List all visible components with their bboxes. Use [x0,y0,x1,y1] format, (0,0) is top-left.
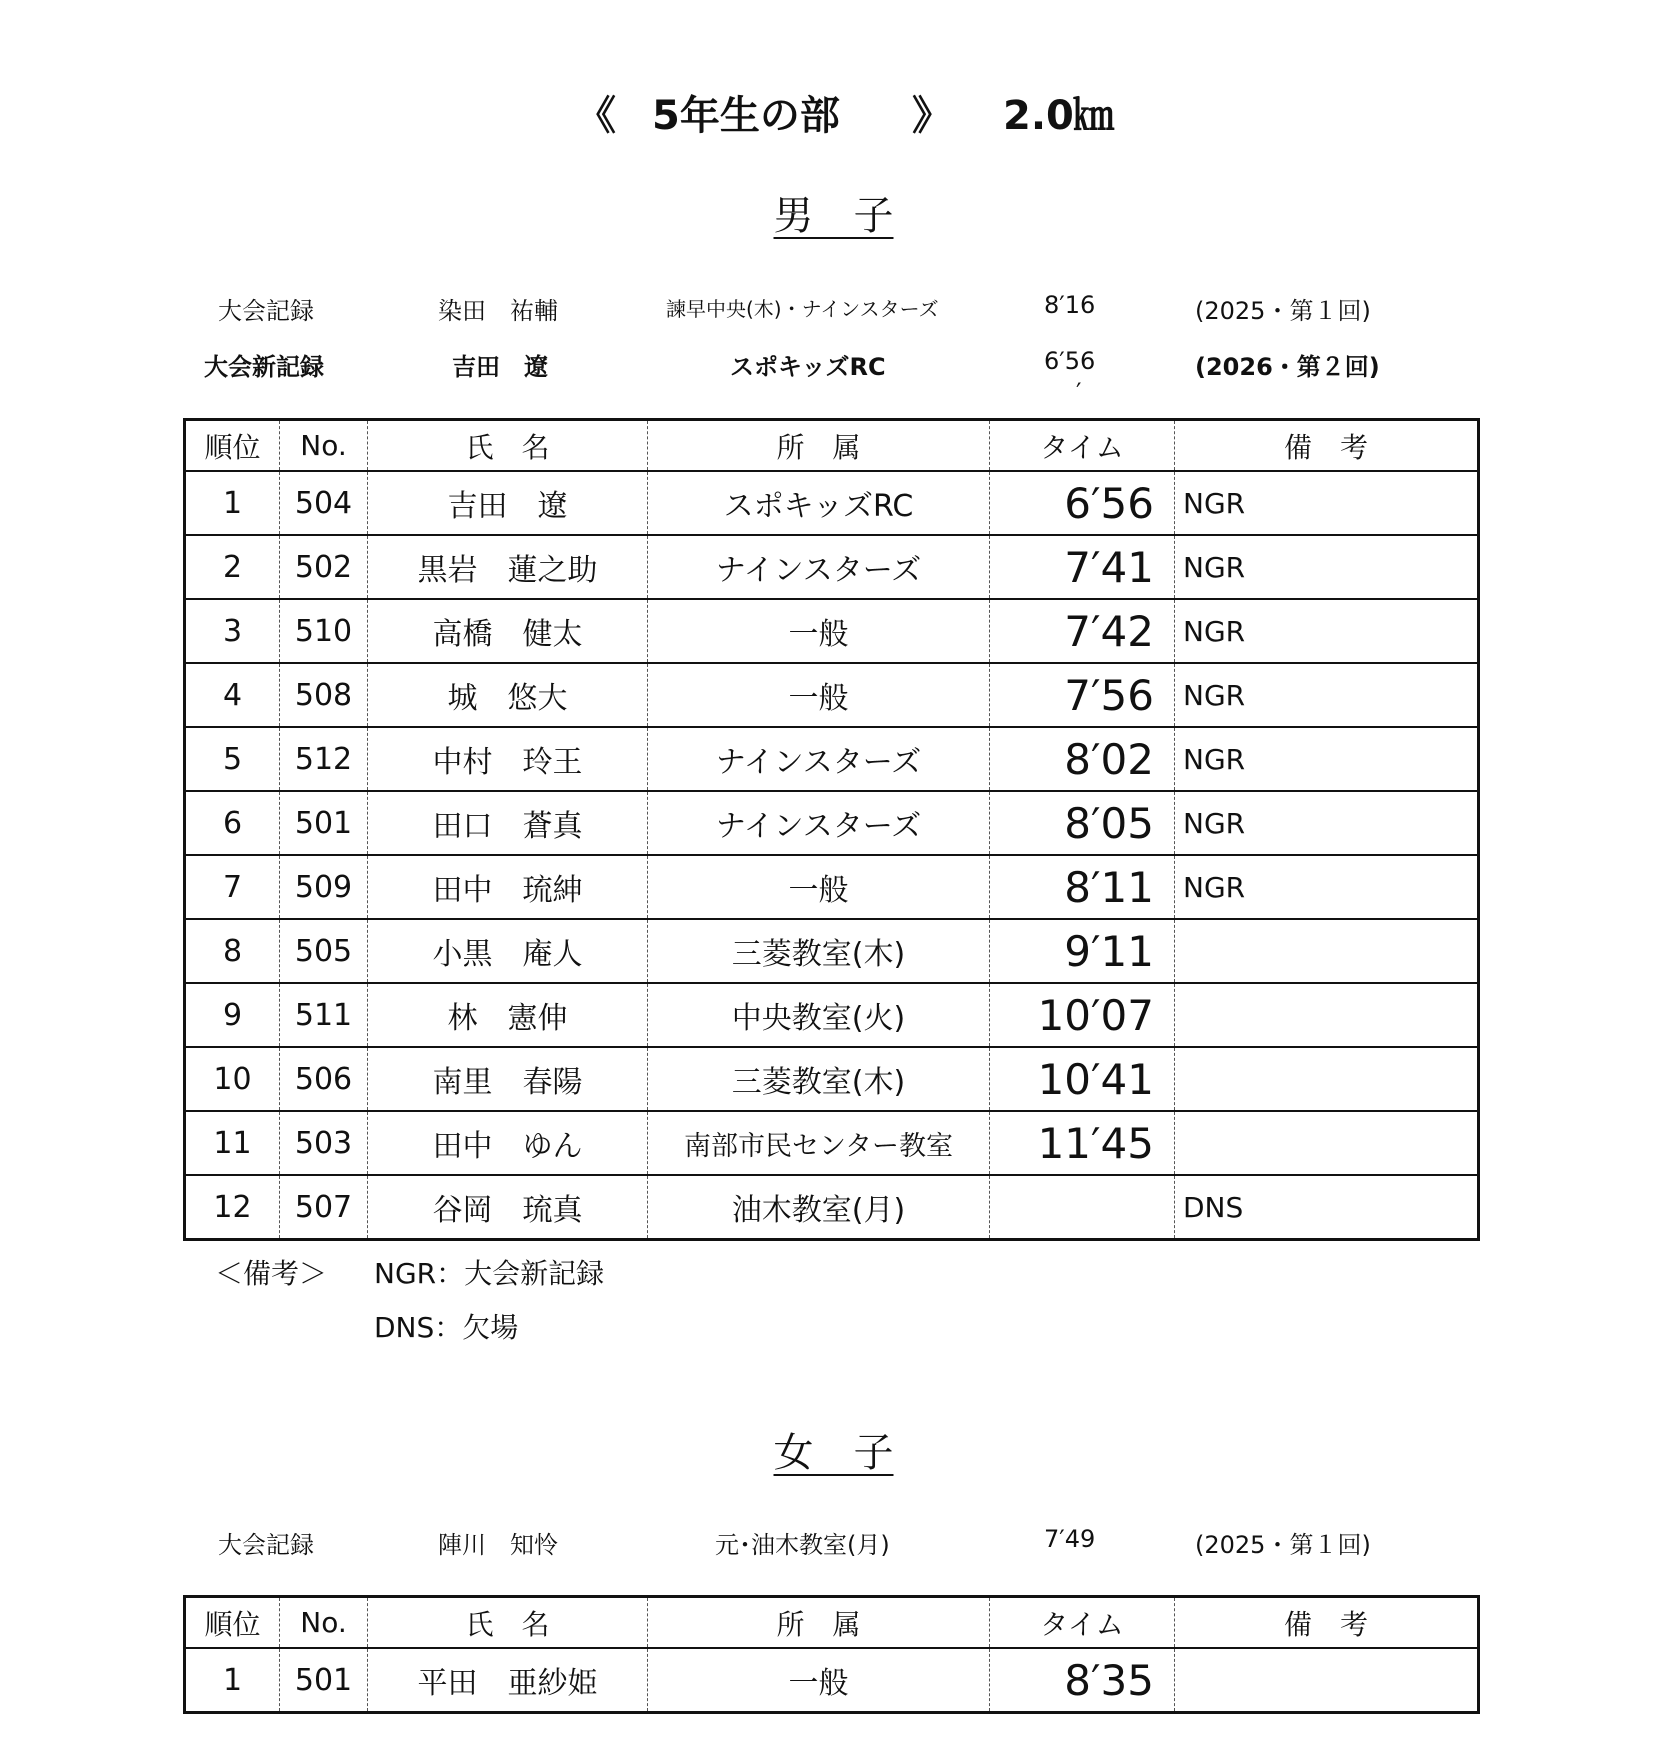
note-cell [1175,919,1479,983]
note-cell: NGR [1175,535,1479,599]
team-cell: 一般 [648,855,990,919]
time-cell: 7′56 [990,663,1175,727]
bib-number-cell: 503 [280,1111,368,1175]
col-rank: 順位 [185,1597,280,1649]
rank-cell: 7 [185,855,280,919]
table-header-row [185,420,1479,472]
title-open-bracket: 《 [576,93,616,139]
team-cell: 中央教室(火) [648,983,990,1047]
time-cell: 8′05 [990,791,1175,855]
table-row [185,471,1479,535]
bib-number-cell: 508 [280,663,368,727]
athlete-name-cell: 吉田 遼 [368,471,648,535]
athlete-name-cell: 黒岩 蓮之助 [368,535,648,599]
girls-record-time: 7′49 [1044,1525,1096,1553]
rank-cell: 12 [185,1175,280,1240]
note-cell: NGR [1175,855,1479,919]
time-cell: 10′41 [990,1047,1175,1111]
col-team: 所 属 [648,420,990,472]
team-cell: 一般 [648,663,990,727]
table-row [185,663,1479,727]
distance: 2.0㎞ [1003,93,1114,139]
time-cell: 8′02 [990,727,1175,791]
note-cell [1175,1111,1479,1175]
division-title: 5年生の部 [652,93,840,139]
col-no: No. [280,420,368,472]
new-record-label: 大会新記録 [204,353,324,381]
col-time: タイム [990,1597,1175,1649]
athlete-name-cell: 谷岡 琉真 [368,1175,648,1240]
athlete-name-cell: 林 憲伸 [368,983,648,1047]
bib-number-cell: 506 [280,1047,368,1111]
note-cell: NGR [1175,663,1479,727]
record-time: 8′16 [1044,291,1096,319]
note-cell: NGR [1175,471,1479,535]
rank-cell: 4 [185,663,280,727]
col-name: 氏 名 [368,1597,648,1649]
col-no: No. [280,1597,368,1649]
new-record-name: 吉田 遼 [452,353,548,381]
col-rank: 順位 [185,420,280,472]
time-cell: 7′42 [990,599,1175,663]
legend-dns: DNS：欠場 [374,1311,519,1344]
stray-prime-mark: ′ [1076,378,1082,406]
col-team: 所 属 [648,1597,990,1649]
team-cell: ナインスターズ [648,535,990,599]
table-row [185,599,1479,663]
table-row [185,983,1479,1047]
team-cell: スポキッズRC [648,471,990,535]
table-row [185,727,1479,791]
time-cell [990,1175,1175,1240]
boys-results-table [183,418,1480,1241]
bib-number-cell: 505 [280,919,368,983]
bib-number-cell: 512 [280,727,368,791]
athlete-name-cell: 田口 蒼真 [368,791,648,855]
athlete-name-cell: 南里 春陽 [368,1047,648,1111]
athlete-name-cell: 城 悠大 [368,663,648,727]
note-cell: NGR [1175,727,1479,791]
table-row [185,791,1479,855]
new-record-team: スポキッズRC [730,353,886,381]
col-note: 備 考 [1175,1597,1479,1649]
bib-number-cell: 501 [280,1648,368,1713]
bib-number-cell: 502 [280,535,368,599]
record-name: 染田 祐輔 [438,297,558,325]
time-cell: 8′35 [990,1648,1175,1713]
note-cell: NGR [1175,791,1479,855]
rank-cell: 8 [185,919,280,983]
athlete-name-cell: 田中 琉紳 [368,855,648,919]
note-cell [1175,1648,1479,1713]
new-record-edition: (2026・第２回) [1195,353,1380,381]
bib-number-cell: 510 [280,599,368,663]
girls-record-edition: (2025・第１回) [1195,1531,1371,1559]
team-cell: ナインスターズ [648,791,990,855]
legend-ngr: NGR：大会新記録 [374,1257,605,1290]
col-note: 備 考 [1175,420,1479,472]
rank-cell: 1 [185,471,280,535]
girls-record-label: 大会記録 [218,1531,314,1559]
bib-number-cell: 509 [280,855,368,919]
athlete-name-cell: 中村 玲王 [368,727,648,791]
team-cell: ナインスターズ [648,727,990,791]
record-edition: (2025・第１回) [1195,297,1371,325]
rank-cell: 9 [185,983,280,1047]
col-name: 氏 名 [368,420,648,472]
bib-number-cell: 501 [280,791,368,855]
athlete-name-cell: 平田 亜紗姫 [368,1648,648,1713]
boys-heading: 男 子 [773,193,894,239]
note-cell: NGR [1175,599,1479,663]
girls-results-table [183,1595,1480,1714]
time-cell: 9′11 [990,919,1175,983]
athlete-name-cell: 高橋 健太 [368,599,648,663]
time-cell: 6′56 [990,471,1175,535]
rank-cell: 10 [185,1047,280,1111]
time-cell: 11′45 [990,1111,1175,1175]
team-cell: 南部市民センター教室 [648,1111,990,1175]
title-close-bracket: 》 [912,93,952,139]
col-time: タイム [990,420,1175,472]
table-header-row [185,1597,1479,1649]
athlete-name-cell: 田中 ゆん [368,1111,648,1175]
bib-number-cell: 511 [280,983,368,1047]
rank-cell: 5 [185,727,280,791]
note-cell [1175,983,1479,1047]
team-cell: 一般 [648,599,990,663]
rank-cell: 1 [185,1648,280,1713]
table-row [185,1648,1479,1713]
girls-record-name: 陣川 知怜 [438,1531,558,1559]
rank-cell: 6 [185,791,280,855]
athlete-name-cell: 小黒 庵人 [368,919,648,983]
legend-label: ＜備考＞ [215,1257,328,1290]
girls-heading: 女 子 [773,1430,894,1476]
team-cell: 一般 [648,1648,990,1713]
table-row [185,1111,1479,1175]
record-label: 大会記録 [218,297,314,325]
new-record-time: 6′56 [1044,347,1096,375]
rank-cell: 2 [185,535,280,599]
record-team: 諫早中央(木)・ナインスターズ [666,297,939,321]
team-cell: 三菱教室(木) [648,1047,990,1111]
girls-record-team: 元･油木教室(月) [715,1531,890,1559]
bib-number-cell: 507 [280,1175,368,1240]
table-row [185,1047,1479,1111]
time-cell: 8′11 [990,855,1175,919]
table-row [185,1175,1479,1240]
table-row [185,919,1479,983]
team-cell: 油木教室(月) [648,1175,990,1240]
table-row [185,855,1479,919]
note-cell: DNS [1175,1175,1479,1240]
team-cell: 三菱教室(木) [648,919,990,983]
time-cell: 10′07 [990,983,1175,1047]
rank-cell: 3 [185,599,280,663]
bib-number-cell: 504 [280,471,368,535]
time-cell: 7′41 [990,535,1175,599]
rank-cell: 11 [185,1111,280,1175]
note-cell [1175,1047,1479,1111]
table-row [185,535,1479,599]
